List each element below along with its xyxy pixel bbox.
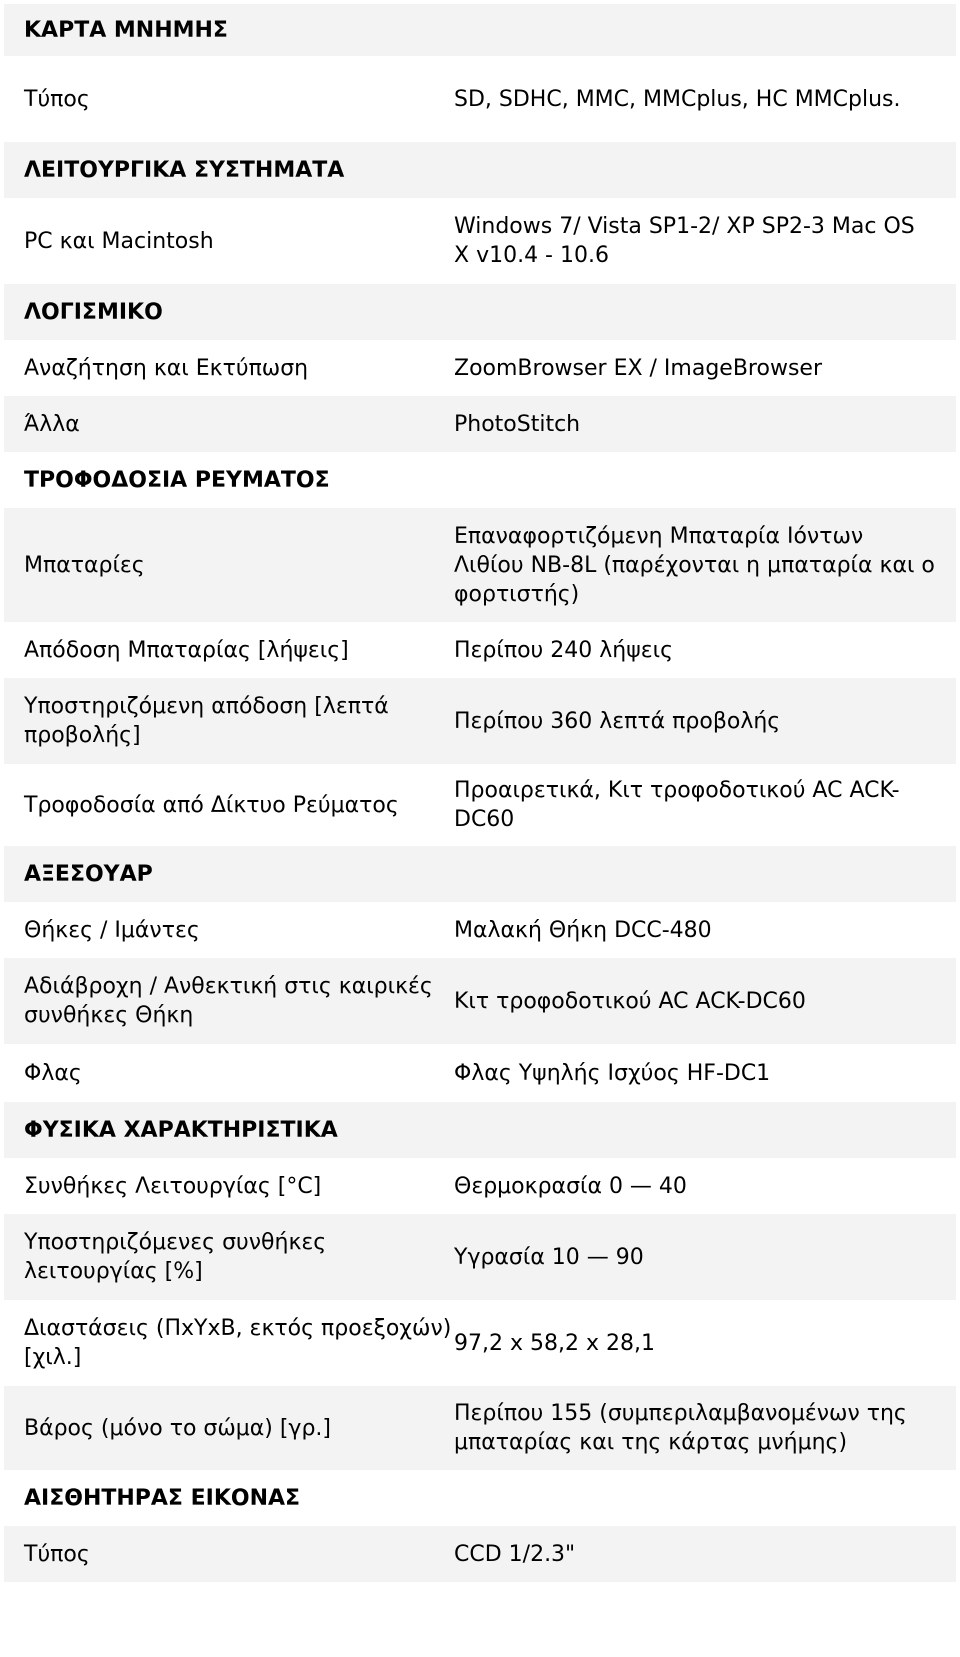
spec-value: Windows 7/ Vista SP1-2/ XP SP2-3 Mac OS X v10.4 - 10.6: [454, 214, 915, 268]
spec-label: Άλλα: [24, 411, 80, 437]
spec-label: PC και Macintosh: [24, 228, 214, 254]
spec-label: Τροφοδοσία από Δίκτυο Ρεύματος: [24, 792, 399, 818]
spec-label: Βάρος (μόνο το σώμα) [γρ.]: [24, 1415, 331, 1441]
spec-label: Υποστηριζόμενη απόδοση [λεπτά προβολής]: [24, 694, 389, 748]
section-title: ΛΕΙΤΟΥΡΓΙΚΑ ΣΥΣΤΗΜΑΤΑ: [24, 157, 345, 183]
spec-row: [4, 396, 956, 452]
section-header-software: [4, 284, 956, 340]
section-header-operating-systems: [4, 142, 956, 198]
spec-value: Περίπου 155 (συμπεριλαμβανομένων της μπαταρίας και της κάρτας μνήμης): [454, 1401, 907, 1455]
spec-value: 97,2 x 58,2 x 28,1: [454, 1330, 655, 1356]
spec-row: [4, 340, 956, 396]
spec-value: Περίπου 360 λεπτά προβολής: [454, 708, 781, 734]
spec-row: [4, 508, 956, 622]
section-header-physical-characteristics: [4, 1102, 956, 1158]
spec-row: [4, 1214, 956, 1300]
spec-label: Απόδοση Μπαταρίας [λήψεις]: [24, 637, 349, 663]
section-title: ΤΡΟΦΟΔΟΣΙΑ ΡΕΥΜΑΤΟΣ: [24, 467, 330, 493]
spec-row: [4, 198, 956, 284]
spec-label: Μπαταρίες: [24, 552, 145, 578]
section-header-power-supply: [4, 452, 956, 508]
spec-row: [4, 1526, 956, 1582]
spec-row: [4, 1300, 956, 1386]
spec-value: Επαναφορτιζόμενη Μπαταρία Ιόντων Λιθίου NB-8L (παρέχονται η μπαταρία και ο φορτιστής): [454, 523, 935, 607]
spec-value: Φλας Υψηλής Ισχύος HF-DC1: [454, 1060, 771, 1086]
section-title: ΑΞΕΣΟΥΑΡ: [24, 861, 153, 887]
spec-label: Υποστηριζόμενες συνθήκες λειτουργίας [%]: [24, 1230, 327, 1284]
spec-row: [4, 764, 956, 846]
spec-row: [4, 902, 956, 958]
spec-value: CCD 1/2.3": [454, 1541, 576, 1567]
spec-value: Υγρασία 10 — 90: [454, 1244, 644, 1270]
spec-row: [4, 622, 956, 678]
spec-row: [4, 1386, 956, 1470]
spec-label: Θήκες / Ιμάντες: [24, 917, 200, 943]
section-header-accessories: [4, 846, 956, 902]
spec-value: SD, SDHC, MMC, MMCplus, HC MMCplus.: [454, 86, 901, 112]
spec-value: Κιτ τροφοδοτικού AC ACK-DC60: [454, 988, 806, 1014]
spec-value: Προαιρετικά, Κιτ τροφοδοτικού AC ACK-DC60: [454, 778, 900, 832]
section-title: ΛΟΓΙΣΜΙΚΟ: [24, 299, 163, 325]
spec-value: Θερμοκρασία 0 — 40: [454, 1173, 687, 1199]
section-header-image-sensor: [4, 1470, 956, 1526]
spec-value: Περίπου 240 λήψεις: [454, 637, 673, 663]
section-title: ΑΙΣΘΗΤΗΡΑΣ ΕΙΚΟΝΑΣ: [24, 1485, 301, 1511]
spec-label: Διαστάσεις (ΠxΥxΒ, εκτός προεξοχών) [χιλ.]: [24, 1316, 452, 1370]
spec-label: Αδιάβροχη / Ανθεκτική στις καιρικές συνθήκες Θήκη: [24, 974, 433, 1028]
spec-row: [4, 958, 956, 1044]
spec-row: [4, 1158, 956, 1214]
spec-row: [4, 56, 956, 142]
section-title: ΚΑΡΤΑ ΜΝΗΜΗΣ: [24, 17, 228, 43]
spec-label: Συνθήκες Λειτουργίας [°C]: [24, 1173, 322, 1199]
section-header-memory-card: [4, 4, 956, 56]
spec-value: PhotoStitch: [454, 411, 581, 437]
section-title: ΦΥΣΙΚΑ ΧΑΡΑΚΤΗΡΙΣΤΙΚΑ: [24, 1117, 338, 1143]
spec-row: [4, 1044, 956, 1102]
spec-label: Αναζήτηση και Εκτύπωση: [24, 355, 309, 381]
spec-value: ZoomBrowser EX / ImageBrowser: [454, 355, 822, 381]
spec-label: Τύπος: [24, 86, 90, 112]
spec-row: [4, 678, 956, 764]
spec-label: Τύπος: [24, 1541, 90, 1567]
spec-label: Φλας: [24, 1060, 82, 1086]
spec-value: Μαλακή Θήκη DCC-480: [454, 917, 712, 943]
